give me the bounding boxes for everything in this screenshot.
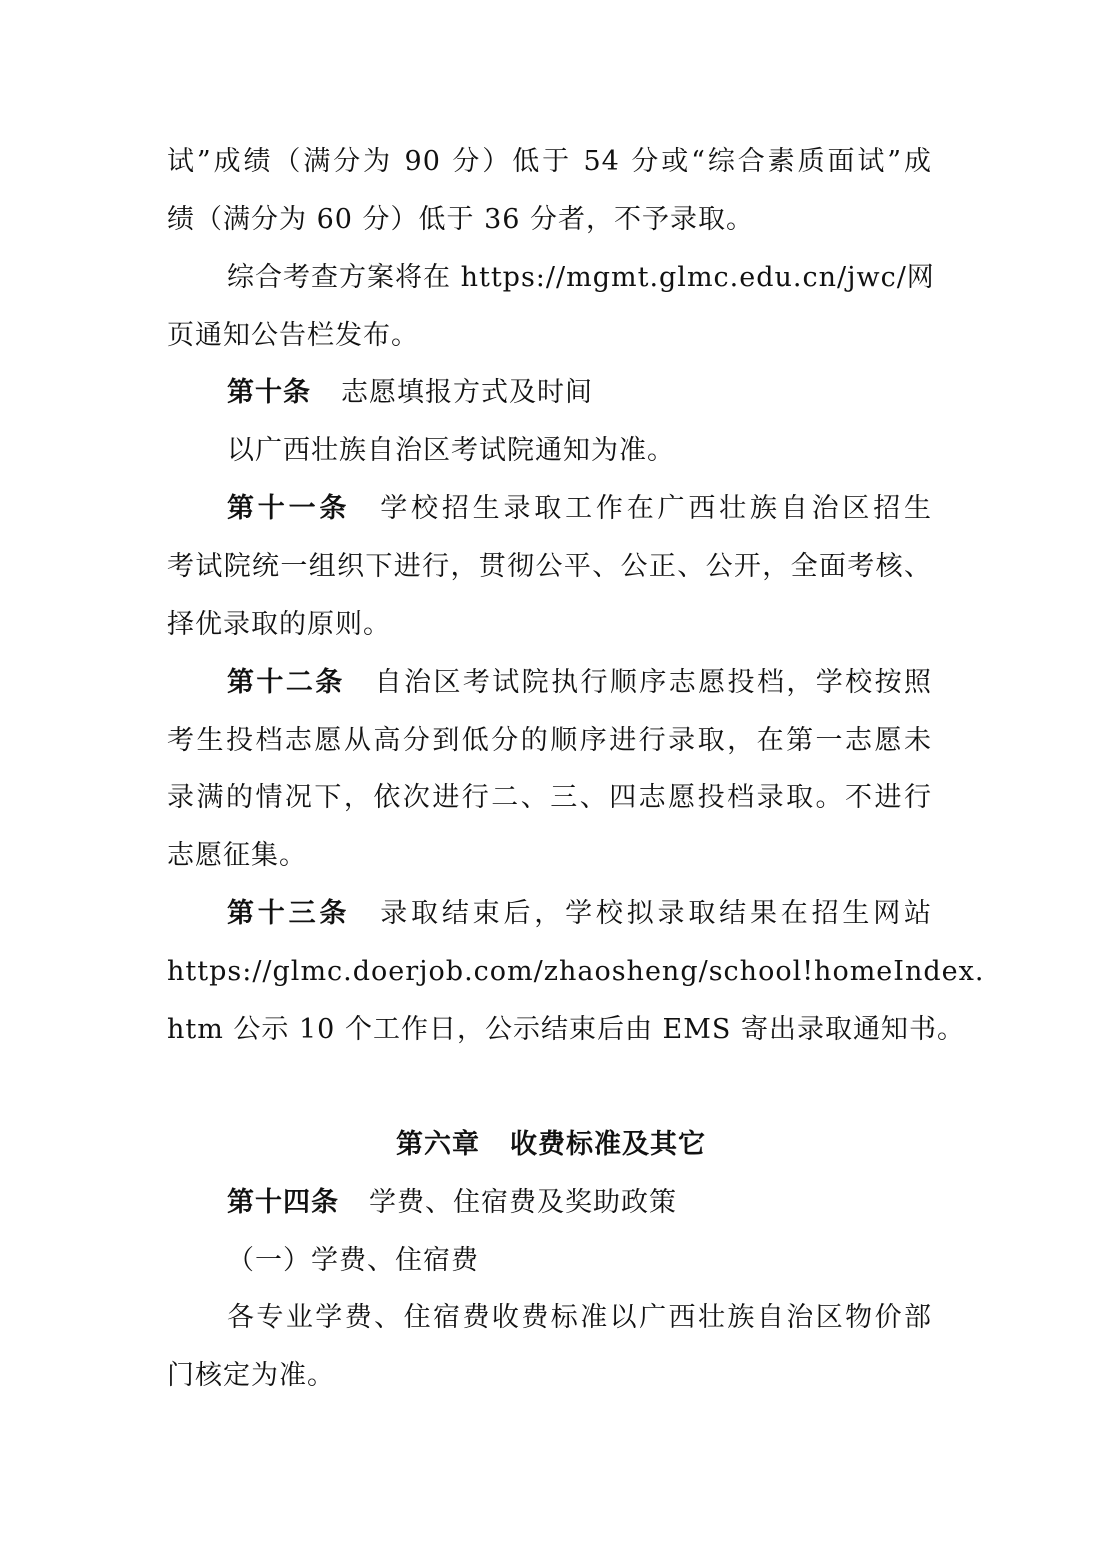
article-heading (227, 373, 932, 413)
article-number: 第十一条 (227, 493, 351, 524)
paragraph-line: 绩（满分为 60 分）低于 36 分者，不予录取。 (167, 204, 755, 235)
article-title: 志愿填报方式及时间 (341, 377, 593, 408)
subsection-heading: （一）学费、住宿费 (227, 1245, 479, 1276)
article-title: 学费、住宿费及奖助政策 (369, 1187, 677, 1218)
paragraph-line: 以广西壮族自治区考试院通知为准。 (227, 435, 675, 466)
chapter-heading (0, 1125, 1102, 1165)
article-number: 第十四条 (227, 1187, 339, 1218)
article-heading (227, 663, 932, 703)
paragraph-line: 试”成绩（满分为 90 分）低于 54 分或“综合素质面试”成 (167, 146, 932, 177)
url-line: https://glmc.doerjob.com/zhaosheng/school!homeIndex. (167, 956, 985, 987)
article-heading (227, 489, 932, 529)
paragraph-line: 志愿征集。 (167, 840, 307, 871)
paragraph-line: 页通知公告栏发布。 (167, 320, 419, 351)
article-number: 第十三条 (227, 898, 351, 929)
article-heading (227, 894, 932, 934)
paragraph-line: 各专业学费、住宿费收费标准以广西壮族自治区物价部 (227, 1302, 932, 1333)
paragraph-line: htm 公示 10 个工作日，公示结束后由 EMS 寄出录取通知书。 (167, 1014, 965, 1045)
chapter-title: 收费标准及其它 (510, 1129, 706, 1160)
paragraph-line: 录满的情况下，依次进行二、三、四志愿投档录取。不进行 (167, 782, 932, 813)
article-number: 第十条 (227, 377, 311, 408)
article-heading (227, 1183, 932, 1223)
article-text: 自治区考试院执行顺序志愿投档，学校按照 (374, 667, 933, 698)
chapter-number: 第六章 (396, 1129, 480, 1160)
paragraph-line: 考生投档志愿从高分到低分的顺序进行录取，在第一志愿未 (167, 725, 932, 756)
article-number: 第十二条 (227, 667, 345, 698)
article-text: 录取结束后，学校拟录取结果在招生网站 (380, 898, 933, 929)
paragraph-line: 考试院统一组织下进行，贯彻公平、公正、公开，全面考核、 (167, 551, 932, 582)
article-text: 学校招生录取工作在广西壮族自治区招生 (380, 493, 933, 524)
paragraph-line: 门核定为准。 (167, 1360, 335, 1391)
paragraph-line: 综合考查方案将在 https://mgmt.glmc.edu.cn/jwc/网 (227, 262, 935, 293)
paragraph-line: 择优录取的原则。 (167, 609, 391, 640)
